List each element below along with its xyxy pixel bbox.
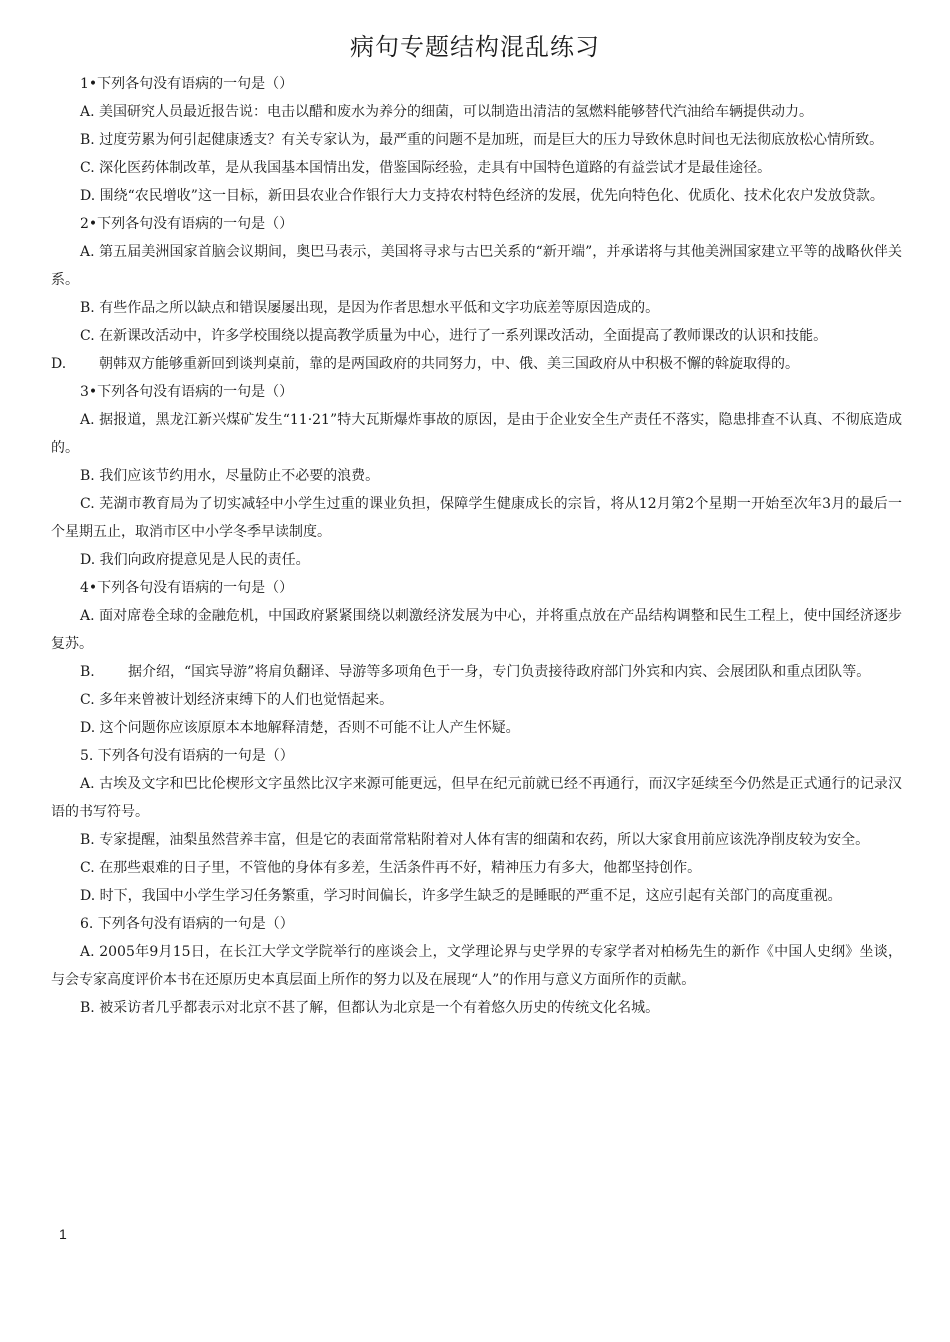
document-body (51, 70, 902, 1022)
question-stem: 4•下列各句没有语病的一句是（） (80, 580, 294, 596)
option-text: A. 古埃及文字和巴比伦楔形文字虽然比汉字来源可能更远，但早在纪元前就已经不再通行，而汉字延续至今仍然是正式通行的记录汉语的书写符号。 (51, 776, 902, 820)
option-text: A. 第五届美洲国家首脑会议期间，奥巴马表示，美国将寻求与古巴关系的“新开端”，并承诺将与其他美洲国家建立平等的战略伙伴关系。 (51, 244, 902, 288)
document-title: 病句专题结构混乱练习 (350, 33, 600, 61)
page-number: 1 (59, 1226, 67, 1242)
option-text (51, 350, 902, 378)
option-text: C. 多年来曾被计划经济束缚下的人们也觉悟起来。 (80, 692, 394, 708)
option-body: 据介绍，“国宾导游”将肩负翻译、导游等多项角色于一身，专门负责接待政府部门外宾和内宾、会展团队和重点团队等。 (128, 664, 871, 680)
option-text: B. 专家提醒，油梨虽然营养丰富，但是它的表面常常粘附着对人体有害的细菌和农药，所以大家食用前应该洗净削皮较为安全。 (80, 832, 870, 848)
option-text: B. 被采访者几乎都表示对北京不甚了解，但都认为北京是一个有着悠久历史的传统文化名城。 (80, 1000, 660, 1016)
question-stem: 2•下列各句没有语病的一句是（） (80, 216, 294, 232)
option-text: A. 2005年9月15日，在长江大学文学院举行的座谈会上，文学理论界与史学界的专家学者对柏杨先生的新作《中国人史纲》坐谈，与会专家高度评价本书在还原历史本真层面上所作的努力以及在展现“人”的作用与意义方面所作的贡献。 (51, 944, 902, 988)
option-text: D. 时下，我国中小学生学习任务繁重，学习时间偏长，许多学生缺乏的是睡眠的严重不足，这应引起有关部门的高度重视。 (80, 888, 842, 904)
option-text: B. 过度劳累为何引起健康透支？有关专家认为，最严重的问题不是加班，而是巨大的压力导致休息时间也无法彻底放松心情所致。 (80, 132, 884, 148)
option-text: B. 我们应该节约用水，尽量防止不必要的浪费。 (80, 468, 380, 484)
option-text: C. 在那些艰难的日子里，不管他的身体有多差，生活条件再不好，精神压力有多大，他都坚持创作。 (80, 860, 702, 876)
question-stem: 6. 下列各句没有语病的一句是（） (80, 916, 294, 932)
option-text: D. 围绕“农民增收”这一目标，新田县农业合作银行大力支持农村特色经济的发展，优先向特色化、优质化、技术化农户发放贷款。 (80, 188, 884, 204)
option-text: D. 这个问题你应该原原本本地解释清楚，否则不可能不让人产生怀疑。 (80, 720, 520, 736)
option-text: A. 面对席卷全球的金融危机，中国政府紧紧围绕以刺激经济发展为中心，并将重点放在产品结构调整和民生工程上，使中国经济逐步复苏。 (51, 608, 902, 652)
option-label: B. (80, 664, 95, 680)
option-text: C. 芜湖市教育局为了切实减轻中小学生过重的课业负担，保障学生健康成长的宗旨，将从12月第2个星期一开始至次年3月的最后一个星期五止，取消市区中小学冬季早读制度。 (51, 496, 902, 540)
option-text: D. 我们向政府提意见是人民的责任。 (80, 552, 310, 568)
option-text: A. 据报道，黑龙江新兴煤矿发生“11·21”特大瓦斯爆炸事故的原因，是由于企业安全生产责任不落实，隐患排查不认真、不彻底造成的。 (51, 412, 902, 456)
question-stem: 3•下列各句没有语病的一句是（） (80, 384, 294, 400)
option-text (51, 658, 902, 686)
option-text: C. 深化医药体制改革，是从我国基本国情出发，借鉴国际经验，走具有中国特色道路的有益尝试才是最佳途径。 (80, 160, 772, 176)
question-stem: 1•下列各句没有语病的一句是（） (80, 76, 294, 92)
option-text: C. 在新课改活动中，许多学校围绕以提高教学质量为中心，进行了一系列课改活动，全面提高了教师课改的认识和技能。 (80, 328, 828, 344)
question-stem: 5. 下列各句没有语病的一句是（） (80, 748, 294, 764)
option-text: A. 美国研究人员最近报告说：电击以醋和废水为养分的细菌，可以制造出清洁的氢燃料能够替代汽油给车辆提供动力。 (80, 104, 814, 120)
option-body: 朝韩双方能够重新回到谈判桌前，靠的是两国政府的共同努力，中、俄、美三国政府从中积极不懈的斡旋取得的。 (99, 356, 799, 372)
option-label: D. (51, 356, 67, 372)
option-text: B. 有些作品之所以缺点和错误屡屡出现，是因为作者思想水平低和文字功底差等原因造成的。 (80, 300, 660, 316)
